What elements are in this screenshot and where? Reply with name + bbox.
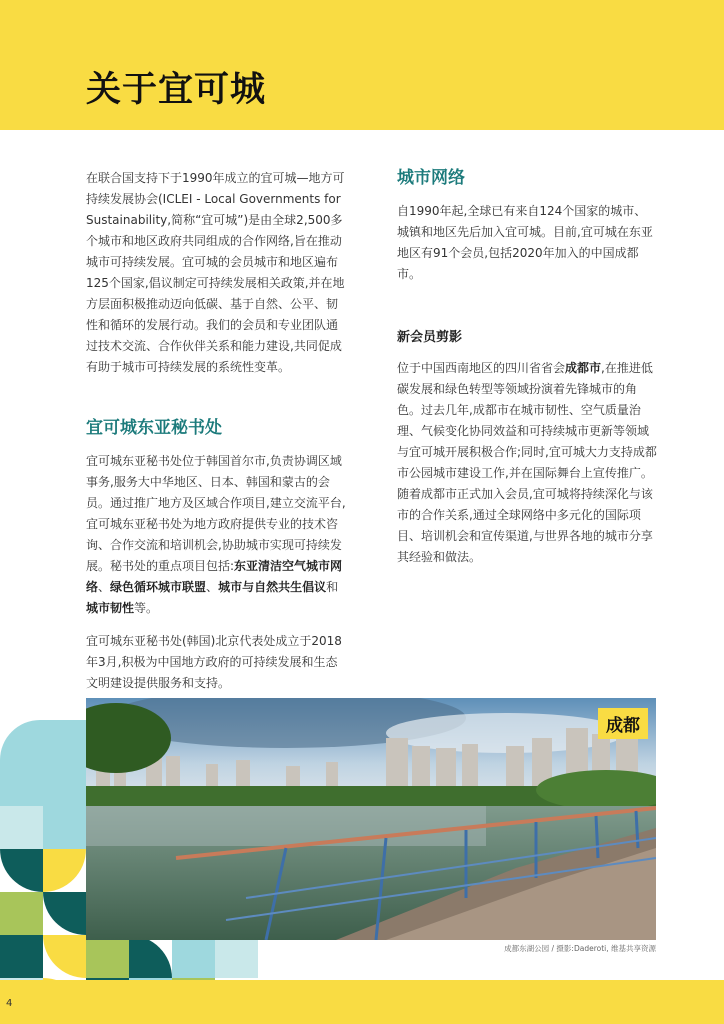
new-member-text: 位于中国西南地区的四川省省会	[397, 361, 566, 375]
new-member-paragraph	[397, 358, 657, 568]
new-member-heading: 新会员剪影	[397, 330, 463, 345]
project-nature: 城市与自然共生倡议	[218, 580, 327, 594]
project-green-circular: 绿色循环城市联盟	[110, 580, 207, 594]
east-asia-paragraph	[86, 451, 348, 619]
separator: 和	[326, 580, 339, 594]
new-member-text-cont: ,在推进低碳发展和绿色转型等领域扮演着先锋城市的角色。过去几年,成都市在城市韧性、空气质量治理、气候变化协同效益和可持续城市更新等领域与宜可城开展积极合作;同时,宜可城大力支持成都市公园城市建设工作,并在国际舞台上宣传推广。随着成都市正式加入会员,宜可城将持续深化与该市的合作关系,通过全球网络中多元化的国际项目、培训机会和宣传渠道,与世界各地的城市分享其经验和做法。	[397, 361, 657, 564]
right-column	[397, 168, 657, 580]
photo-illustration	[86, 698, 656, 940]
page-title: 关于宜可城	[86, 70, 267, 110]
chengdu-photo	[86, 698, 656, 940]
left-column	[86, 168, 348, 706]
separator: 、	[206, 580, 219, 594]
footer-band	[0, 980, 724, 1024]
beijing-office-paragraph: 宜可城东亚秘书处(韩国)北京代表处成立于2018年3月,积极为中国地方政府的可持续发展和生态文明建设提供服务和支持。	[86, 634, 342, 690]
photo-caption: 成都东湖公园 / 摄影:Daderoti, 维基共享资源	[504, 944, 656, 953]
network-paragraph: 自1990年起,全球已有来自124个国家的城市、城镇和地区先后加入宜可城。目前,宜可城在东亚地区有91个会员,包括2020年加入的中国成都市。	[397, 204, 653, 281]
network-heading: 城市网络	[397, 168, 465, 188]
east-asia-heading: 宜可城东亚秘书处	[86, 418, 222, 438]
page-number: 4	[6, 998, 13, 1009]
east-asia-text: 宜可城东亚秘书处位于韩国首尔市,负责协调区域事务,服务大中华地区、日本、韩国和蒙古的会员。通过推广地方及区域合作项目,建立交流平台,宜可城东亚秘书处为地方政府提供专业的技术咨询、合作交流和培训机会,协助城市实现可持续发展。秘书处的重点项目包括:	[86, 454, 346, 573]
separator: 、	[98, 580, 111, 594]
project-clean-air: 东亚清洁空气城市网络	[86, 559, 343, 594]
project-resilience: 城市韧性	[86, 601, 135, 615]
paragraph-end: 等。	[134, 601, 159, 615]
intro-paragraph: 在联合国支持下于1990年成立的宜可城—地方可持续发展协会(ICLEI - Local Governments for Sustainability,简称“宜可城”)是由全球2,500多个城市和地区政府共同组成的合作网络,旨在推动城市可持续发展。宜可城的会员城市和地区遍布125个国家,倡议制定可持续发展相关政策,并在地方层面积极推动迈向低碳、基于自然、公平、韧性和循环的发展行动。我们的会员和专业团队通过技术交流、合作伙伴关系和能力建设,共同促成有助于城市可持续发展的系统性变革。	[86, 171, 345, 374]
photo-city-label: 成都	[598, 708, 648, 739]
chengdu-highlight: 成都市	[565, 361, 602, 375]
